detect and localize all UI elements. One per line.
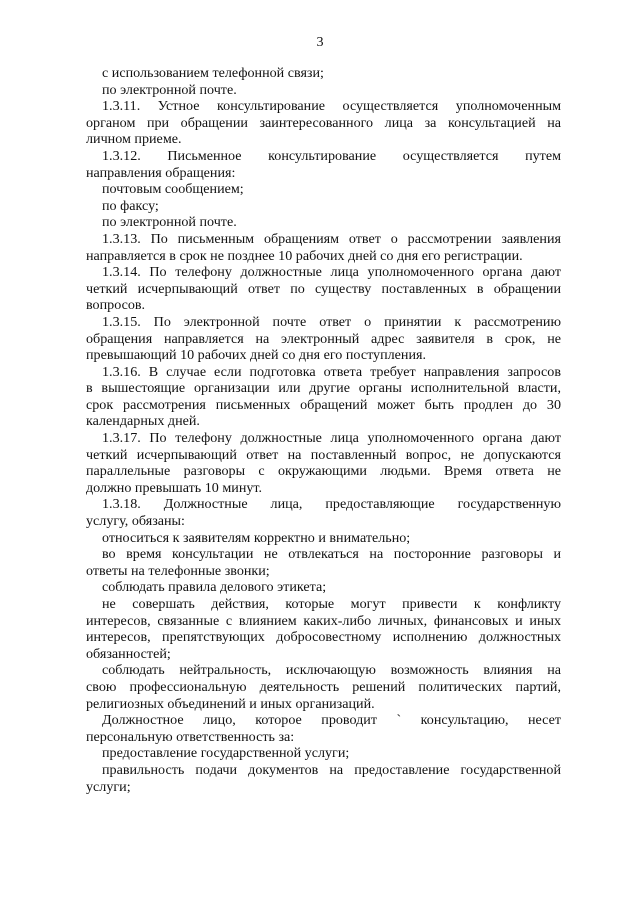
paragraph: [86, 264, 561, 314]
paragraph: [86, 363, 561, 430]
text-line: услуги;: [86, 778, 131, 795]
text-line: предоставление государственной услуги;: [102, 745, 350, 762]
text-line: 1.3.15. По электронной почте ответ о принятии к рассмотрению: [102, 313, 561, 330]
paragraph: [86, 546, 561, 579]
paragraph: [86, 313, 561, 364]
paragraph: [102, 198, 561, 215]
text-line: интересов, связанные с влиянием каких-либо личных, финансовых и иных: [86, 612, 561, 629]
text-line: услугу, обязаны:: [86, 513, 185, 530]
text-line: направляется в срок не позднее 10 рабочих дней со дня его регистрации.: [86, 247, 523, 264]
text-line: 1.3.17. По телефону должностные лица уполномоченного органа дают: [102, 430, 561, 447]
text-line: должно превышать 10 минут.: [86, 479, 263, 496]
paragraph: [86, 496, 561, 530]
document-body: [86, 65, 561, 795]
text-line: 1.3.11. Устное консультирование осуществляется уполномоченным: [102, 98, 561, 115]
paragraph: [86, 147, 561, 181]
text-line: в вышестоящие организации или другие органы исполнительной власти,: [86, 380, 561, 397]
text-line: почтовым сообщением;: [102, 181, 244, 198]
paragraph: [86, 596, 561, 662]
text-line: четкий исчерпывающий ответ на поставленный вопрос, не допускаются: [86, 446, 561, 463]
paragraph: [86, 430, 561, 496]
text-line: параллельные разговоры с окружающими людьми. Время ответа не: [86, 463, 561, 480]
paragraph: [102, 214, 561, 231]
text-line: ответы на телефонные звонки;: [86, 562, 270, 579]
text-line: во время консультации не отвлекаться на посторонние разговоры и: [102, 546, 561, 563]
text-line: Должностное лицо, которое проводит ` консультацию, несет: [102, 712, 561, 729]
text-line: календарных дней.: [86, 413, 200, 430]
text-line: 1.3.18. Должностные лица, предоставляющие государственную: [102, 496, 561, 513]
paragraph: [102, 65, 561, 82]
text-line: по электронной почте.: [102, 214, 237, 231]
paragraph: [86, 712, 561, 745]
text-line: срок рассмотрения письменных обращений может быть продлен до 30: [86, 396, 561, 413]
paragraph: [102, 579, 561, 596]
text-line: интересов, препятствующих добросовестному исполнению должностных: [86, 629, 561, 646]
text-line: вопросов.: [86, 297, 146, 314]
paragraph: [102, 181, 561, 198]
text-line: относиться к заявителям корректно и внимательно;: [102, 529, 411, 546]
text-line: 1.3.16. В случае если подготовка ответа требует направления запросов: [102, 363, 561, 380]
text-line: правильность подачи документов на предоставление государственной: [102, 761, 561, 778]
paragraph: [86, 230, 561, 264]
text-line: религиозных объединений и иных организаций.: [86, 695, 375, 712]
text-line: свою профессиональную деятельность решений политических партий,: [86, 678, 561, 695]
text-line: 1.3.14. По телефону должностные лица уполномоченного органа дают: [102, 264, 561, 281]
text-line: превышающий 10 рабочих дней со дня его поступления.: [86, 347, 427, 364]
text-line: 1.3.12. Письменное консультирование осуществляется путем: [102, 147, 561, 164]
text-line: соблюдать нейтральность, исключающую возможность влияния на: [102, 662, 561, 679]
paragraph: [86, 761, 561, 795]
paragraph: [86, 662, 561, 712]
text-line: 1.3.13. По письменным обращениям ответ о рассмотрении заявления: [102, 230, 561, 247]
paragraph: [86, 98, 561, 148]
text-line: обращения направляется на электронный адрес заявителя в срок, не: [86, 330, 561, 347]
text-line: соблюдать правила делового этикета;: [102, 579, 327, 596]
page-number: 3: [316, 34, 324, 50]
text-line: органом при обращении заинтересованного лица за консультацией на: [86, 114, 561, 131]
text-line: персональную ответственность за:: [86, 728, 295, 745]
text-line: четкий исчерпывающий ответ по существу поставленных в обращении: [86, 280, 561, 297]
text-line: не совершать действия, которые могут привести к конфликту: [102, 596, 561, 612]
paragraph: [102, 745, 561, 762]
text-line: с использованием телефонной связи;: [102, 65, 324, 81]
text-line: личном приеме.: [86, 131, 182, 148]
text-line: обязанностей;: [86, 645, 171, 662]
text-line: по факсу;: [102, 197, 159, 214]
text-line: по электронной почте.: [102, 81, 237, 98]
paragraph: [102, 530, 561, 547]
paragraph: [102, 82, 561, 99]
text-line: направления обращения:: [86, 164, 236, 181]
